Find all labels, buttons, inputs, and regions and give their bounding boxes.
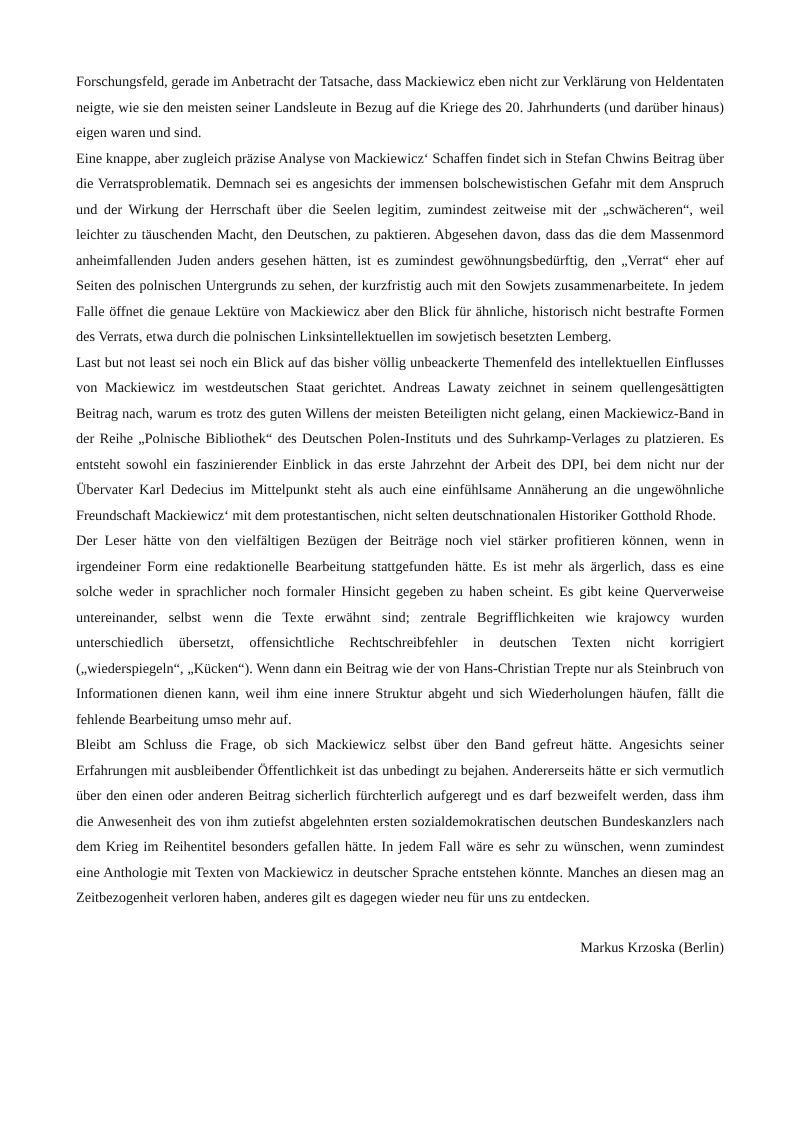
paragraph-1: Forschungsfeld, gerade im Anbetracht der Tatsache, dass Mackiewicz eben nicht zur Verklärung von Heldentaten neigte, wie sie den meisten seiner Landsleute in Bezug auf die Kriege des 20. Jahrhunderts (und darüber hinaus) eigen waren und sind.	[76, 74, 724, 141]
paragraph-3: Last but not least sei noch ein Blick auf das bisher völlig unbeackerte Themenfeld des intellektuellen Einflusses von Mackiewicz im westdeutschen Staat gerichtet. Andreas Lawaty zeichnet in seinem quellengesättigten Beitrag nach, warum es trotz des guten Willens der meisten Beteiligten nicht gelang, einen Mackiewicz-Band in der Reihe „Polnische Bibliothek“ des Deutschen Polen-Instituts und des Suhrkamp-Verlages zu platzieren. Es entsteht sowohl ein faszinierender Einblick in das erste Jahrzehnt der Arbeit des DPI, bei dem nicht nur der Übervater Karl Dedecius im Mittelpunkt steht als auch eine einfühlsame Annäherung an die ungewöhnliche Freundschaft Mackiewicz‘ mit dem protestantischen, nicht selten deutschnationalen Historiker Gotthold Rhode.	[76, 354, 724, 524]
paragraph-5: Bleibt am Schluss die Frage, ob sich Mackiewicz selbst über den Band gefreut hätte. Angesichts seiner Erfahrungen mit ausbleibender Öffentlichkeit ist das unbedingt zu bejahen. Andererseits hätte er sich vermutlich über den einen oder anderen Beitrag sicherlich fürchterlich aufgeregt und es darf bezweifelt werden, dass ihm die Anwesenheit des von ihm zutiefst abgelehnten ersten sozialdemokratischen deutschen Bundeskanzlers nach dem Krieg im Reihentitel besonders gefallen hätte. In jedem Fall wäre es sehr zu wünschen, wenn zumindest eine Anthologie mit Texten von Mackiewicz in deutscher Sprache entstehen könnte. Manches an diesen mag an Zeitbezogenheit verloren haben, anderes gilt es dagegen wieder neu für uns zu entdecken.	[76, 737, 724, 906]
document-page	[76, 70, 724, 961]
author-signature: Markus Krzoska (Berlin)	[580, 939, 724, 956]
paragraph-4: Der Leser hätte von den vielfältigen Bezügen der Beiträge noch viel stärker profitieren können, wenn in irgendeiner Form eine redaktionelle Bearbeitung stattgefunden hätte. Es ist mehr als ärgerlich, dass es eine solche weder in sprachlicher noch formaler Hinsicht gegeben zu haben scheint. Es gibt keine Querverweise untereinander, selbst wenn die Texte erwähnt sind; zentrale Begrifflichkeiten wie krajowcy wurden unterschiedlich übersetzt, offensichtliche Rechtschreibfehler in deutschen Texten nicht korrigiert („wiederspiegeln“, „Kücken“). Wenn dann ein Beitrag wie der von Hans-Christian Trepte nur als Steinbruch von Informationen dienen kann, weil ihm eine innere Struktur abgeht und sich Wiederholungen häufen, fällt die fehlende Bearbeitung umso mehr auf.	[76, 533, 724, 728]
paragraph-2: Eine knappe, aber zugleich präzise Analyse von Mackiewicz‘ Schaffen findet sich in Stefan Chwins Beitrag über die Verratsproblematik. Demnach sei es angesichts der immensen bolschewistischen Gefahr mit dem Anspruch und der Wirkung der Herrschaft über die Seelen legitim, zumindest zeitweise mit der „schwächeren“, weil leichter zu täuschenden Macht, den Deutschen, zu paktieren. Abgesehen davon, dass das die dem Massenmord anheimfallenden Juden anders gesehen hätten, ist es zumindest gewöhnungsbedürftig, den „Verrat“ eher auf Seiten des polnischen Untergrunds zu sehen, der kurzfristig auch mit den Sowjets zusammenarbeitete. In jedem Falle öffnet die genaue Lektüre von Mackiewicz aber den Blick für ähnliche, historisch nicht bestrafte Formen des Verrats, etwa durch die polnischen Linksintellektuellen im sowjetisch besetzten Lemberg.	[76, 150, 724, 345]
